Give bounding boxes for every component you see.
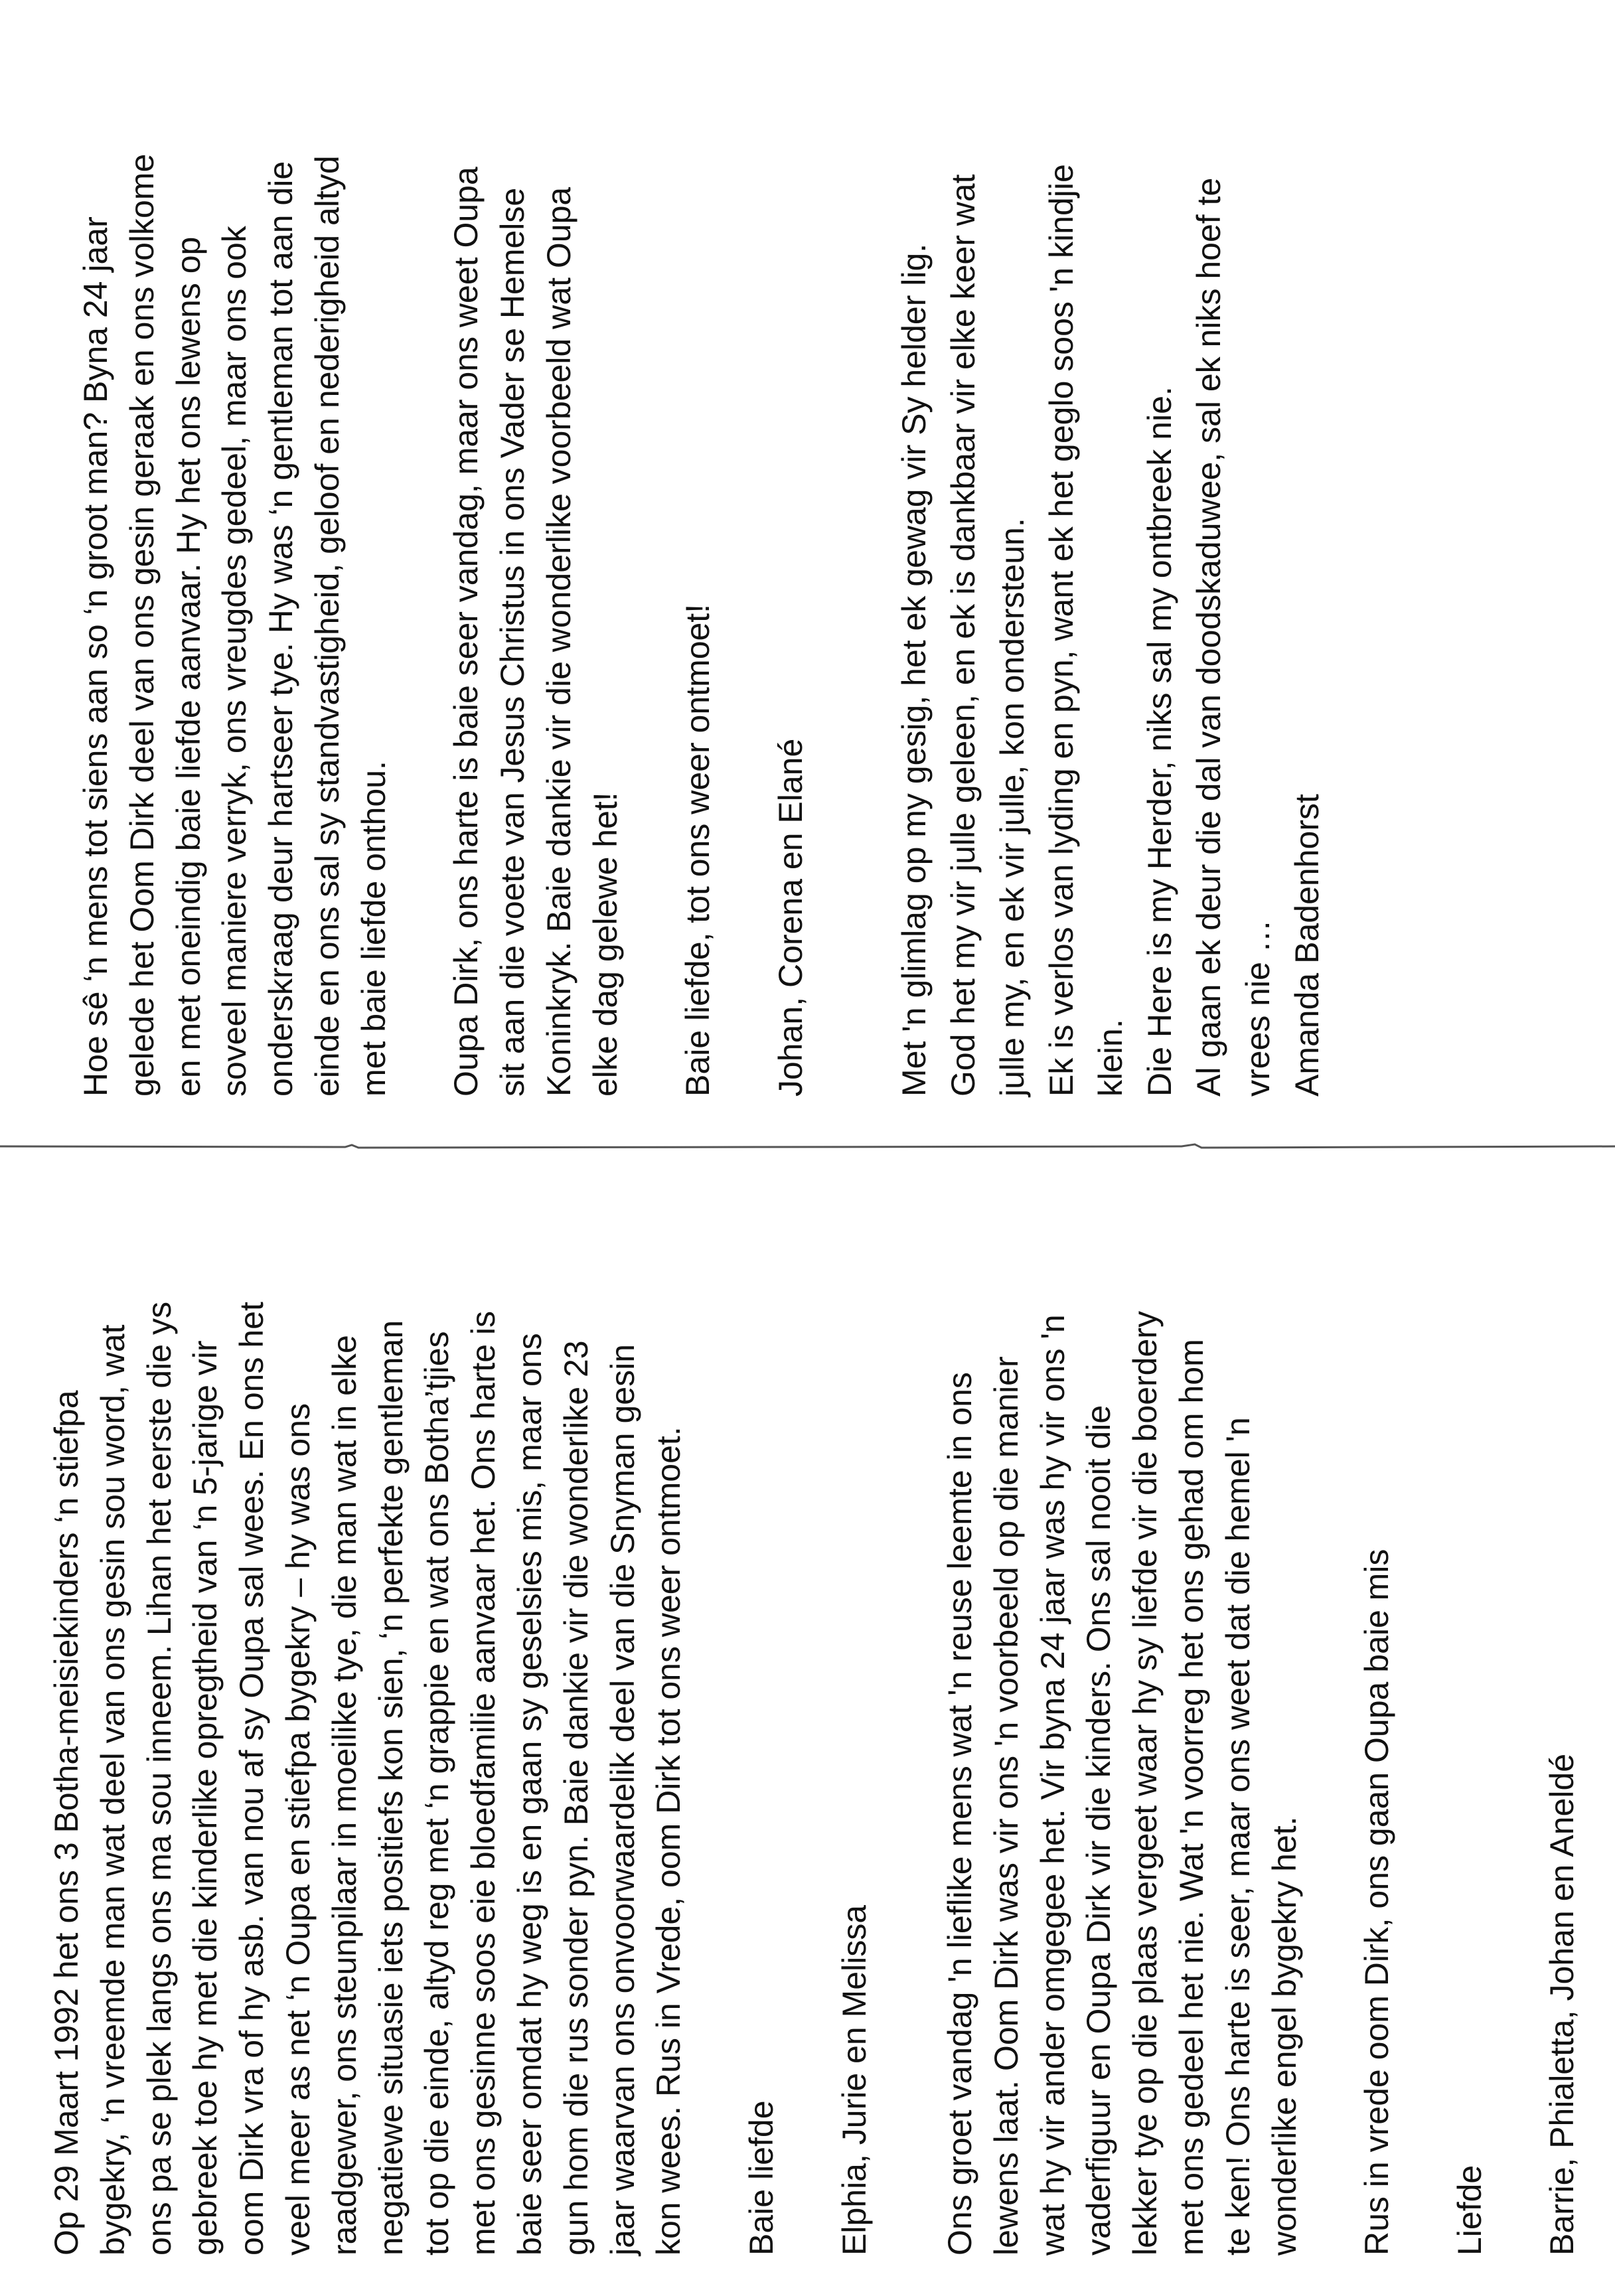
message-johan-body: Hoe sê ‘n mens tot siens aan so ‘n groot man? Byna 24 jaar gelede het Oom Dirk deel van ons gesin geraak en ons volkome en met oneindig baie liefde aanvaar. Hy het ons lewens op soveel maniere verryk, ons vreugdes gedeel, maar ons ook onderskraag deur hartseer tye. Hy was ‘n gentleman tot aan die einde en ons sal sy standvastigheid, geloof en nederigheid altyd met baie liefde onthou. — [77, 153, 392, 1097]
closing-text: Baie liefde, tot ons weer ontmoet! — [679, 603, 717, 1097]
signature: Elphia, Jurie en Melissa — [835, 1904, 873, 2256]
message-johan — [73, 61, 814, 1097]
poem — [889, 61, 1332, 1097]
poem-line: Ek is verlos van lyding en pyn, want ek het geglo soos 'n kindjie — [1043, 164, 1080, 1097]
message-barrie — [937, 1180, 1586, 2256]
closing-text: Baie liefde — [742, 2100, 780, 2256]
closing-text: Liefde — [1450, 2165, 1488, 2256]
poem-line: God het my vir julle geleen, en ek is dankbaar vir elke keer wat — [945, 174, 982, 1097]
message-elphia-body: Op 29 Maart 1992 het ons 3 Botha-meisiekinders ‘n stiefpa bygekry, ‘n vreemde man wat deel van ons gesin sou word, wat ons pa se plek langs ons ma sou inneem. Lihan het eerste die ys gebreek toe hy met die kinderlike opregtheid van ‘n 5-jarige vir oom Dirk vra of hy asb. van nou af sy Oupa sal wees. En ons het veel meer as net ‘n Oupa en stiefpa bygekry – hy was ons raadgewer, ons steunpilaar in moeilike tye, die man wat in elke negatiewe situasie iets positiefs kon sien, ‘n perfekte gentleman tot op die einde, altyd reg met ‘n grappie en wat ons Botha’tjies met ons gesinne soos eie bloedfamilie aanvaar het. Ons harte is baie seer omdat hy weg is en gaan sy geselsies mis, maar ons gun hom die rus sonder pyn. Baie dankie vir die wonderlike 23 jaar waarvan ons onvoorwaardelik deel van die Snyman gesin kon wees. Rus in Vrede, oom Dirk tot ons weer ontmoet. — [48, 1302, 688, 2256]
poem-line: Die Here is my Herder, niks sal my ontbreek nie. — [1141, 386, 1178, 1097]
poem-line: vrees nie … — [1239, 919, 1276, 1097]
message-johan-paragraph2: Oupa Dirk, ons harte is baie seer vandag, maar ons weet Oupa sit aan die voete van Jesus Christus in ons Vader se Hemelse Koninkryk. Baie dankie vir die wonderlike voorbeeld wat Oupa elke dag gelewe het! — [447, 167, 624, 1097]
poem-line: Met 'n glimlag op my gesig, het ek gewag vir Sy helder lig. — [895, 243, 933, 1097]
message-elphia — [44, 1180, 878, 2256]
message-barrie-body: Ons groet vandag 'n lieflike mens wat 'n reuse leemte in ons lewens laat. Oom Dirk was vir ons 'n voorbeeld op die manier wat hy vir ander omgegee het. Vir byna 24 jaar was hy vir ons 'n vaderfiguur en Oupa Dirk vir die kinders. Ons sal nooit die lekker tye op die plaas vergeet waar hy sy liefde vir die boerdery met ons gedeel het nie. Wat 'n voorreg het ons gehad om hom te ken! Ons harte is seer, maar ons weet dat die hemel 'n wonderlike engel bygekry het. — [941, 1311, 1303, 2256]
fold-line — [0, 1143, 1615, 1150]
signature: Johan, Corena en Elané — [771, 738, 809, 1097]
farewell-text: Rus in vrede oom Dirk, ons gaan Oupa baie mis — [1358, 1549, 1396, 2256]
signature: Amanda Badenhorst — [1288, 794, 1326, 1097]
poem-line: klein. — [1092, 1019, 1129, 1097]
poem-line: julle my, en ek vir julle, kon ondersteun. — [994, 518, 1031, 1097]
poem-line: Al gaan ek deur die dal van doodskaduwee, sal ek niks hoef te — [1190, 177, 1227, 1097]
signature: Barrie, Phialetta, Johan en Aneldé — [1543, 1753, 1581, 2256]
